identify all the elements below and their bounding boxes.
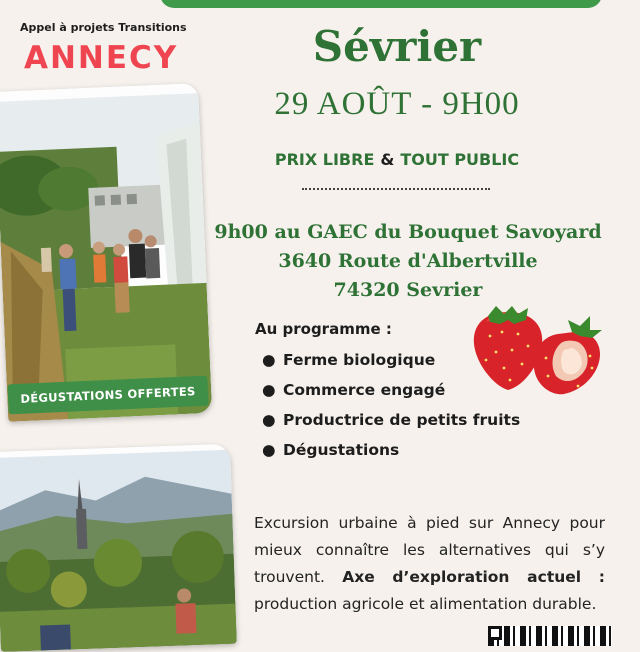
tasting-badge: DÉGUSTATIONS OFFERTES: [7, 376, 208, 415]
list-item: ● Dégustations: [262, 435, 520, 465]
strawberry-icon: [468, 306, 608, 402]
price-tag: PRIX LIBRE: [274, 150, 375, 169]
brand-subtitle: Appel à projets Transitions: [20, 21, 187, 34]
address-block: [196, 218, 620, 305]
header-banner: [160, 0, 602, 8]
brand-logo: ANNECY: [24, 40, 179, 76]
landscape-photo: [0, 444, 237, 652]
bullet-dot-icon: ●: [262, 351, 276, 369]
farm-visit-photo: [0, 83, 212, 422]
axis-label: Axe d’exploration actuel :: [342, 568, 605, 586]
address-line-3: 74320 Sevrier: [333, 279, 483, 301]
list-item: ● Commerce engagé: [262, 375, 520, 405]
bullet-dot-icon: ●: [262, 411, 276, 429]
audience-tag: TOUT PUBLIC: [400, 150, 520, 169]
event-date: 29 AOÛT - 9H00: [274, 86, 520, 122]
list-item: ● Productrice de petits fruits: [262, 405, 520, 435]
description-paragraph: Excursion urbaine à pied sur Annecy pour mieux connaître les alternatives qui s’y trouvent. Axe d’exploration actuel : production agricole et alimentation durable.: [254, 514, 605, 613]
ampersand: &: [380, 150, 395, 169]
address-line-2: 3640 Route d'Albertville: [278, 250, 538, 272]
dotted-divider: [302, 188, 490, 190]
bullet-dot-icon: ●: [262, 381, 276, 399]
programme-title: Au programme :: [255, 320, 392, 338]
list-item: ● Ferme biologique: [262, 345, 520, 375]
event-tags: [210, 150, 584, 169]
address-line-1: 9h00 au GAEC du Bouquet Savoyard: [214, 221, 602, 243]
event-title: Sévrier: [312, 22, 482, 71]
bullet-dot-icon: ●: [262, 441, 276, 459]
qr-code-icon[interactable]: [488, 626, 612, 646]
